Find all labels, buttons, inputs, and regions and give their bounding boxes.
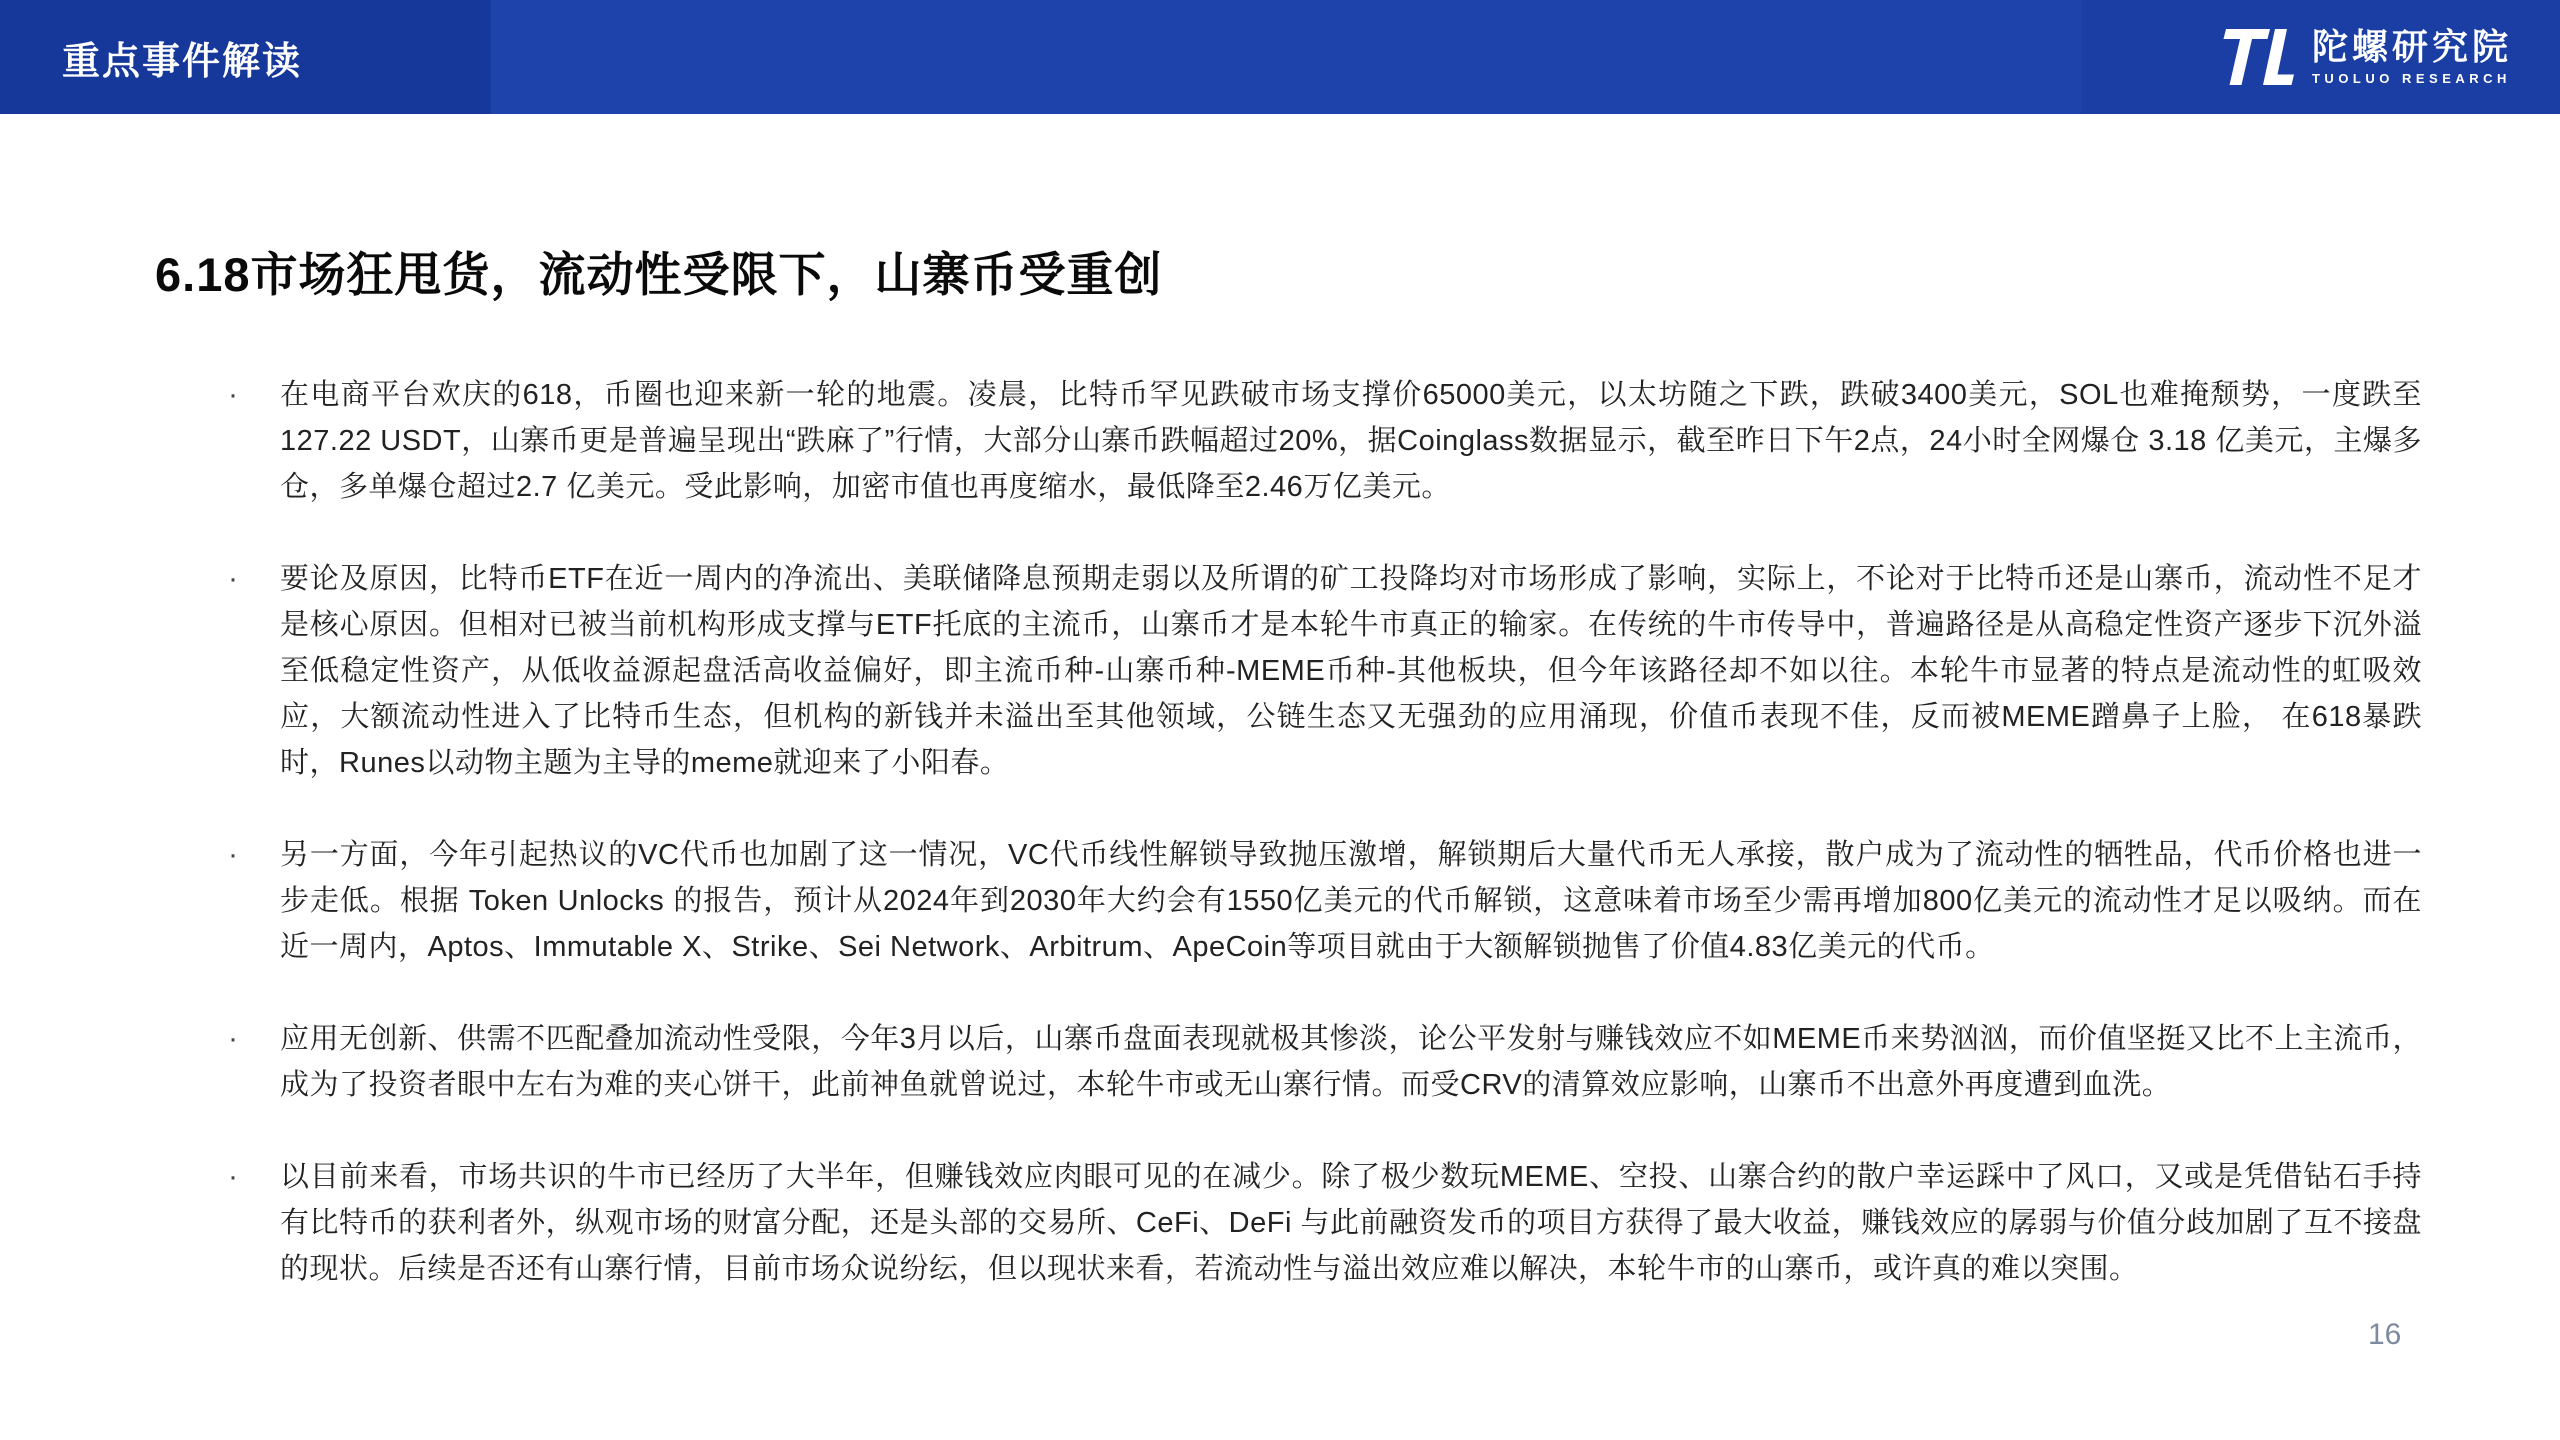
bullet-item xyxy=(228,832,2422,970)
bullet-list xyxy=(228,372,2422,1338)
bullet-marker: · xyxy=(228,562,238,595)
bullet-marker: · xyxy=(228,378,238,411)
bullet-item xyxy=(228,556,2422,786)
header-section-title: 重点事件解读 xyxy=(62,40,303,83)
bullet-text: 另一方面，今年引起热议的VC代币也加剧了这一情况，VC代币线性解锁导致抛压激增，解锁期后大量代币无人承接，散户成为了流动性的牺牲品，代币价格也进一步走低。根据 Token Unlocks 的报告，预计从2024年到2030年大约会有1550亿美元的代币解锁，这意味着市场至少需再增加800亿美元的流动性才足以吸纳。而在近一周内，Aptos、Immutable X、Strike、Sei Network、Arbitrum、ApeCoin等项目就由于大额解锁抛售了价值4.83亿美元的代币。 xyxy=(280,839,2422,963)
bullet-item xyxy=(228,1154,2422,1292)
bullet-marker: · xyxy=(228,1160,238,1193)
tuoluo-logo-text xyxy=(2312,28,2512,86)
slide-title: 6.18市场狂甩货，流动性受限下，山寨币受重创 xyxy=(155,248,1163,301)
bullet-text: 应用无创新、供需不匹配叠加流动性受限，今年3月以后，山寨币盘面表现就极其惨淡，论公平发射与赚钱效应不如MEME币来势汹汹，而价值坚挺又比不上主流币，成为了投资者眼中左右为难的夹心饼干，此前神鱼就曾说过，本轮牛市或无山寨行情。而受CRV的清算效应影响，山寨币不出意外再度遭到血洗。 xyxy=(280,1023,2422,1101)
page-number: 16 xyxy=(2368,1318,2402,1351)
tuoluo-logo xyxy=(2220,28,2512,86)
brand-name-cn: 陀螺研究院 xyxy=(2311,26,2512,68)
header-bar xyxy=(0,0,2560,114)
bullet-text: 要论及原因，比特币ETF在近一周内的净流出、美联储降息预期走弱以及所谓的矿工投降均对市场形成了影响，实际上，不论对于比特币还是山寨币，流动性不足才是核心原因。但相对已被当前机构形成支撑与ETF托底的主流币，山寨币才是本轮牛市真正的输家。在传统的牛市传导中，普遍路径是从高稳定性资产逐步下沉外溢至低稳定性资产，从低收益源起盘活高收益偏好，即主流币种-山寨币种-MEME币种-其他板块，但今年该路径却不如以往。本轮牛市显著的特点是流动性的虹吸效应，大额流动性进入了比特币生态，但机构的新钱并未溢出至其他领域，公链生态又无强劲的应用涌现，价值币表现不佳，反而被MEME蹭鼻子上脸， 在618暴跌时，Runes以动物主题为主导的meme就迎来了小阳春。 xyxy=(280,563,2422,779)
bullet-item xyxy=(228,1016,2422,1108)
bullet-text: 以目前来看，市场共识的牛市已经历了大半年，但赚钱效应肉眼可见的在减少。除了极少数玩MEME、空投、山寨合约的散户幸运踩中了风口，又或是凭借钻石手持有比特币的获利者外，纵观市场的财富分配，还是头部的交易所、CeFi、DeFi 与此前融资发币的项目方获得了最大收益，赚钱效应的孱弱与价值分歧加剧了互不接盘的现状。后续是否还有山寨行情，目前市场众说纷纭，但以现状来看，若流动性与溢出效应难以解决，本轮牛市的山寨币，或许真的难以突围。 xyxy=(280,1161,2422,1285)
brand-name-en: TUOLUO RESEARCH xyxy=(2311,70,2511,86)
bullet-item xyxy=(228,372,2422,510)
bullet-text: 在电商平台欢庆的618，币圈也迎来新一轮的地震。凌晨，比特币罕见跌破市场支撑价65000美元，以太坊随之下跌，跌破3400美元，SOL也难掩颓势，一度跌至127.22 USDT，山寨币更是普遍呈现出“跌麻了”行情，大部分山寨币跌幅超过20%，据Coinglass数据显示，截至昨日下午2点，24小时全网爆仓 3.18 亿美元，主爆多仓，多单爆仓超过2.7 亿美元。受此影响，加密市值也再度缩水，最低降至2.46万亿美元。 xyxy=(280,379,2422,503)
bullet-marker: · xyxy=(228,1022,238,1055)
bullet-marker: · xyxy=(228,838,238,871)
tuoluo-logo-icon xyxy=(2220,28,2296,86)
